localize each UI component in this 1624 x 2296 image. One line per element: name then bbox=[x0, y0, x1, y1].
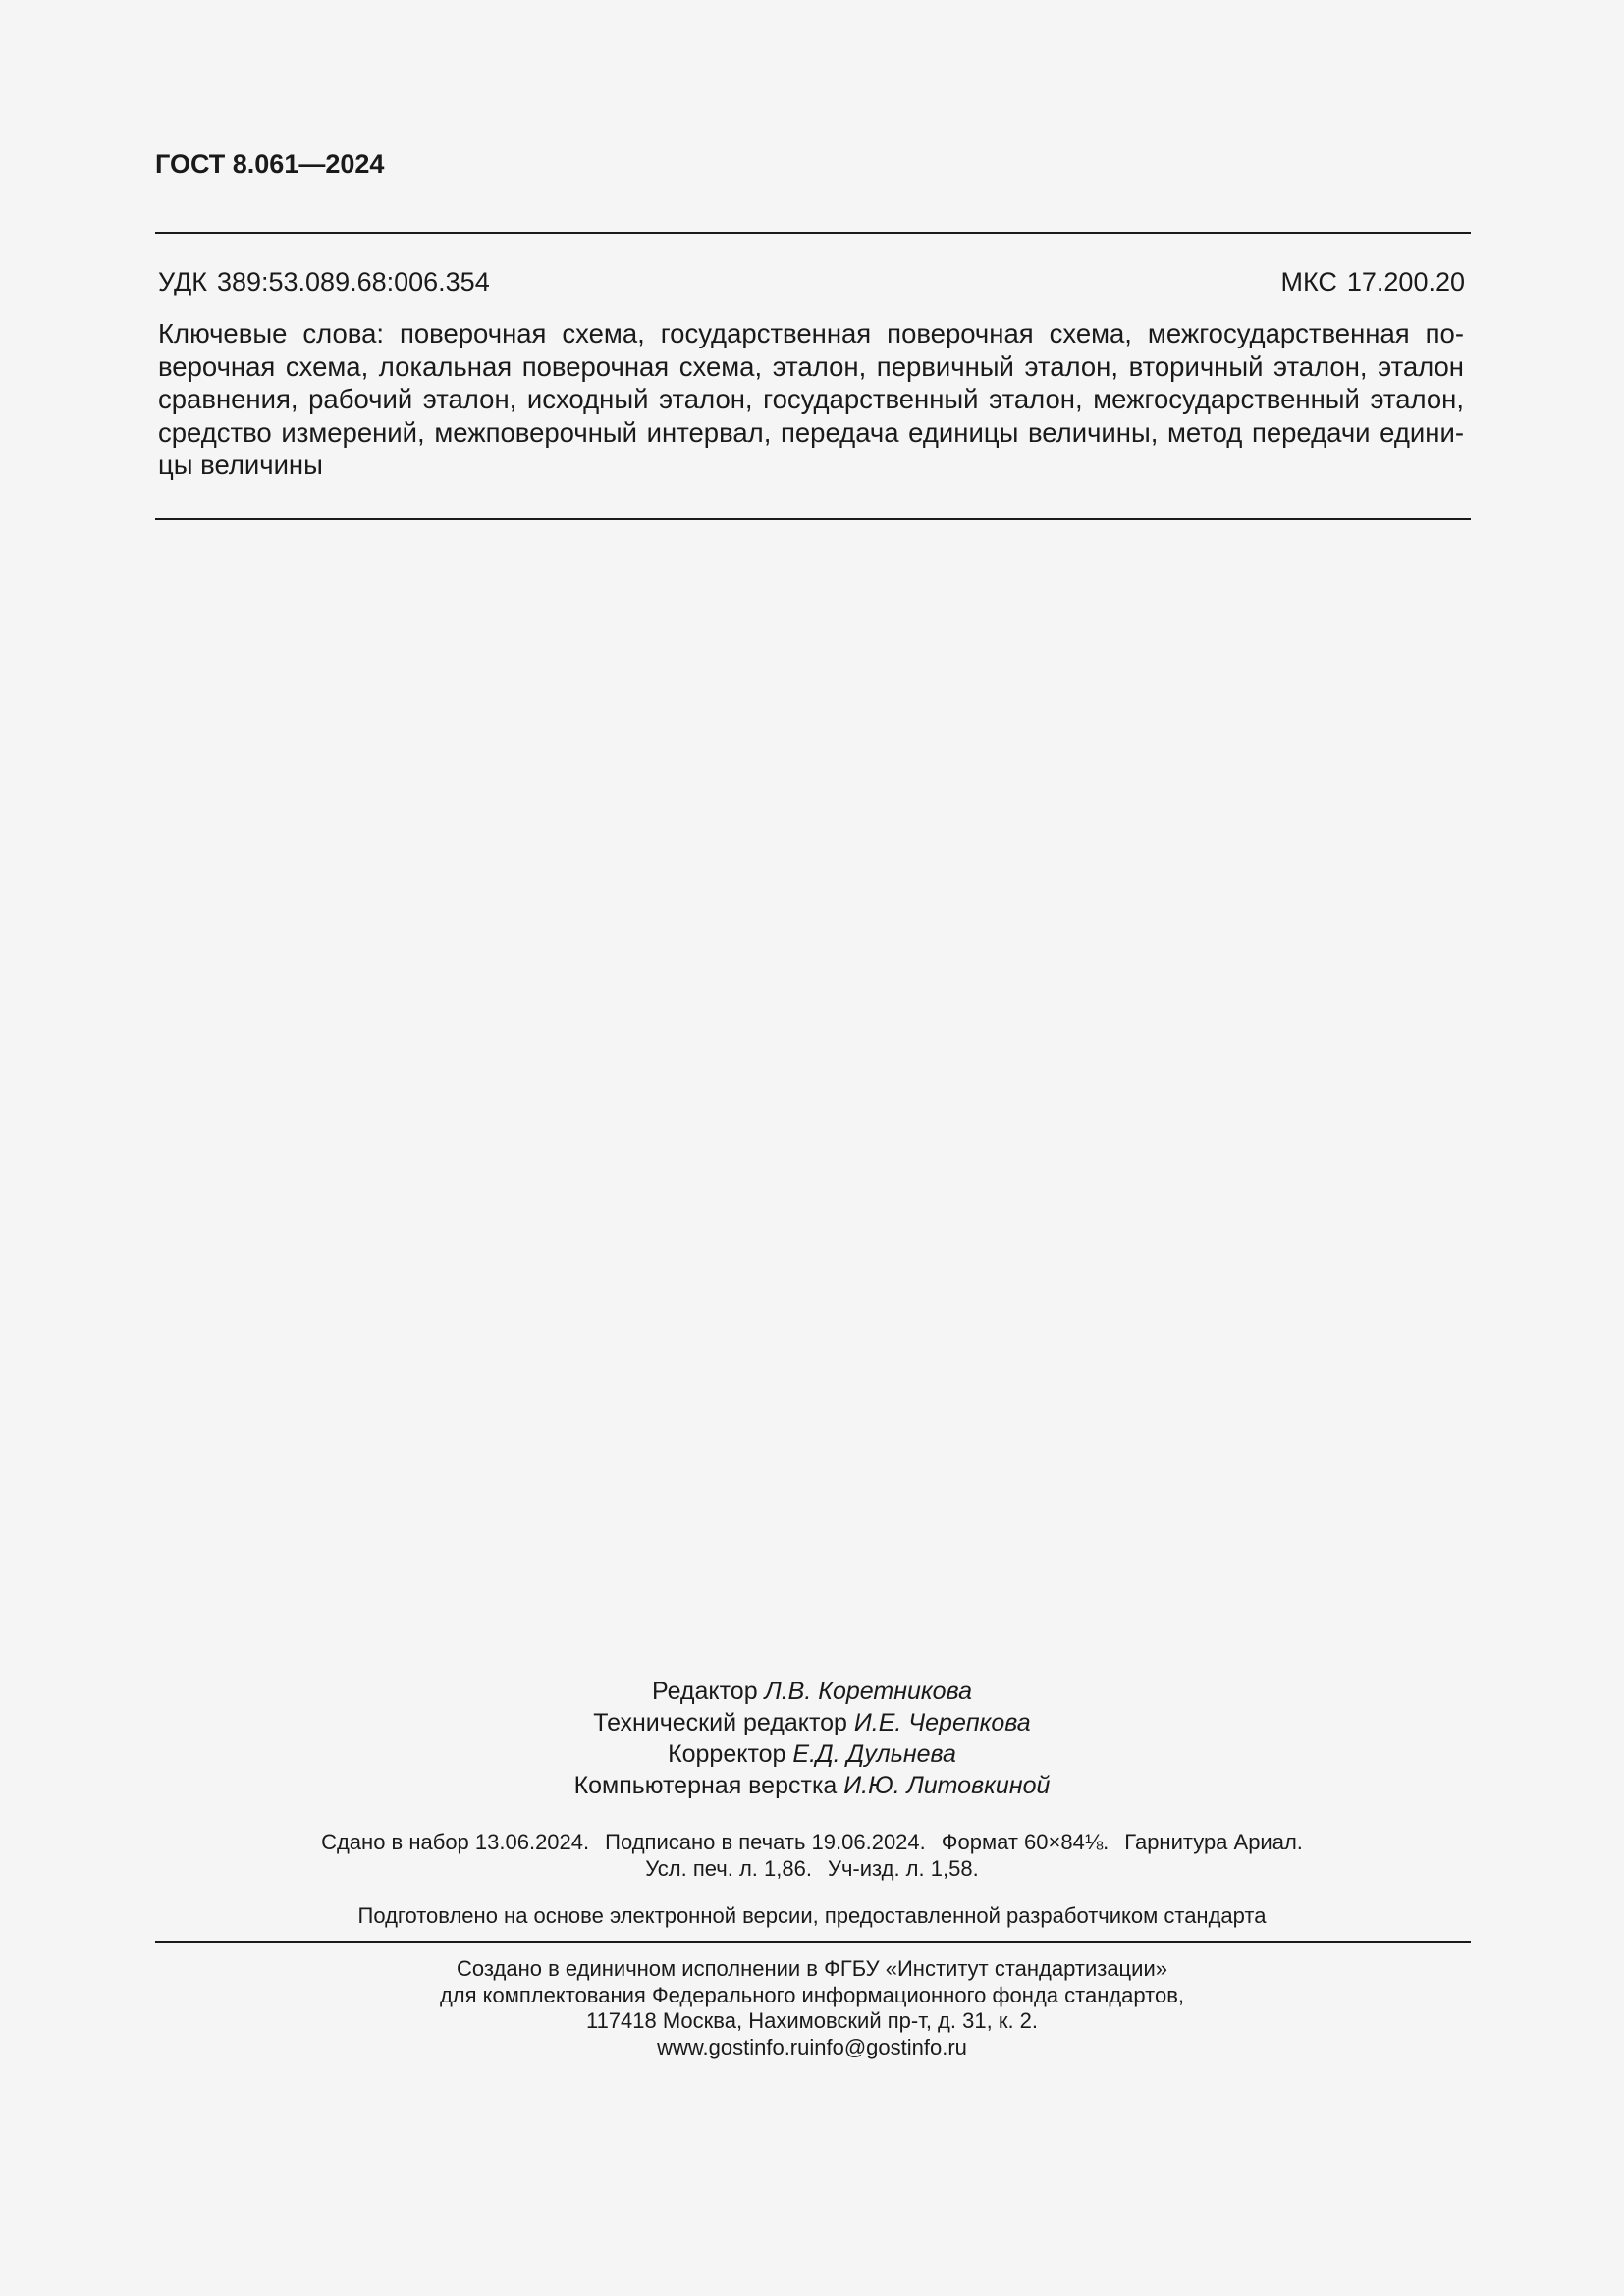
udk-value: 389:53.089.68:006.354 bbox=[216, 267, 490, 296]
credit-role: Корректор bbox=[668, 1740, 786, 1768]
imprint-line-2 bbox=[0, 1855, 1624, 1882]
imprint-signed: Подписано в печать 19.06.2024. bbox=[605, 1830, 926, 1854]
publisher-line-1: Создано в единичном исполнении в ФГБУ «Институт стандартизации» bbox=[457, 1956, 1167, 1981]
imprint-print-sheets: Усл. печ. л. 1,86. bbox=[645, 1856, 812, 1881]
publisher-line-2: для комплектования Федерального информационного фонда стандартов, bbox=[439, 1982, 1185, 2007]
keywords-paragraph bbox=[158, 317, 1464, 482]
credit-role: Редактор bbox=[652, 1678, 758, 1705]
udk-label: УДК bbox=[158, 267, 207, 296]
prepared-note: Подготовлено на основе электронной версии, предоставленной разработчиком стандарта bbox=[357, 1903, 1267, 1928]
credit-name: Л.В. Коретникова bbox=[764, 1678, 972, 1705]
mks-label: МКС bbox=[1280, 267, 1337, 296]
top-divider bbox=[155, 232, 1471, 234]
publisher-email-link[interactable]: info@gostinfo.ru bbox=[809, 2034, 967, 2059]
credit-name: Е.Д. Дульнева bbox=[792, 1740, 956, 1768]
credit-editor bbox=[0, 1676, 1624, 1707]
credit-role: Компьютерная верстка bbox=[573, 1772, 838, 1799]
credit-name: И.Е. Черепкова bbox=[853, 1709, 1031, 1736]
publisher-website-link[interactable]: www.gostinfo.ru bbox=[657, 2034, 810, 2059]
credit-name: И.Ю. Литовкиной bbox=[843, 1772, 1051, 1799]
credit-tech-editor bbox=[0, 1707, 1624, 1738]
keywords-line: цы величины bbox=[158, 450, 323, 480]
publisher-contacts bbox=[0, 2035, 1624, 2061]
imprint-data bbox=[0, 1829, 1624, 1882]
credit-role: Технический редактор bbox=[593, 1709, 847, 1736]
editorial-credits bbox=[0, 1676, 1624, 1801]
keywords-line: верочная схема, локальная поверочная схема, эталон, первичный эталон, вторичный эталон, эталон bbox=[158, 350, 1464, 382]
udk-code bbox=[158, 267, 490, 297]
footer-divider bbox=[155, 1941, 1471, 1943]
keywords-line: Ключевые слова: поверочная схема, государственная поверочная схема, межгосударственная по- bbox=[158, 318, 1464, 348]
keywords-divider bbox=[155, 518, 1471, 520]
credit-layout bbox=[0, 1770, 1624, 1801]
publisher-info bbox=[0, 1956, 1624, 2060]
mks-value: 17.200.20 bbox=[1346, 267, 1465, 296]
imprint-font: Гарнитура Ариал. bbox=[1124, 1830, 1303, 1854]
imprint-edit-sheets: Уч-изд. л. 1,58. bbox=[827, 1856, 979, 1881]
imprint-typeset: Сдано в набор 13.06.2024. bbox=[321, 1830, 590, 1854]
standard-code: ГОСТ 8.061—2024 bbox=[155, 149, 385, 179]
imprint-line-1 bbox=[0, 1829, 1624, 1855]
imprint-format: Формат 60×84⅛. bbox=[941, 1830, 1110, 1854]
keywords-line: средство измерений, межповерочный интервал, передача единицы величины, метод передачи едини- bbox=[158, 416, 1464, 448]
keywords-line: сравнения, рабочий эталон, исходный эталон, государственный эталон, межгосударственный эталон, bbox=[158, 384, 1464, 414]
mks-code bbox=[1280, 267, 1465, 297]
credit-proofreader bbox=[0, 1738, 1624, 1770]
publisher-address: 117418 Москва, Нахимовский пр-т, д. 31, к. 2. bbox=[585, 2008, 1039, 2033]
